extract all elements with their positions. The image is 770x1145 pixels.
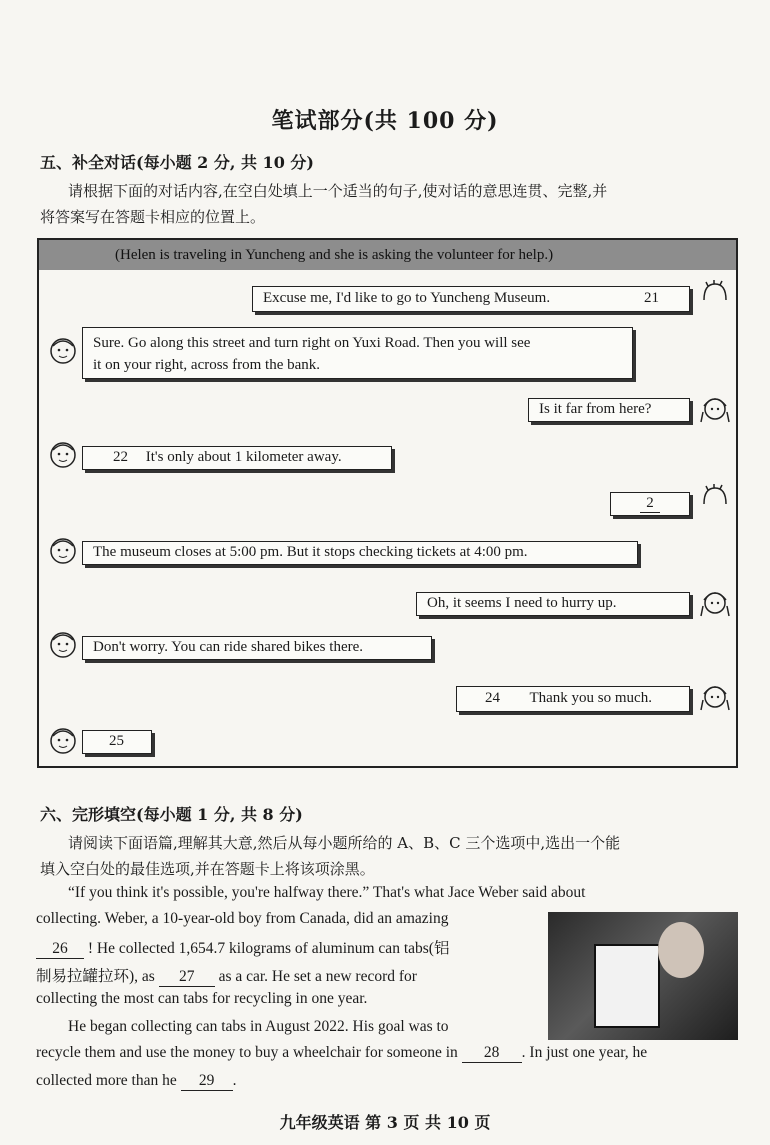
passage-p1-line5: collecting the most can tabs for recycling in one year. [36,990,368,1007]
dialog-line-1 [252,286,690,312]
dialog-banner: (Helen is traveling in Yuncheng and she is asking the volunteer for help.) [39,240,736,270]
passage-p1-line3 [36,936,449,959]
dialog-line-10 [82,730,152,754]
dialog-line-1-text: Excuse me, I'd like to go to Yuncheng Museum. [263,290,551,306]
passage-p2-line1: He began collecting can tabs in August 2022. His goal was to [68,1018,449,1035]
boy-avatar-icon [48,334,78,368]
girl-avatar-icon [700,680,730,714]
blank-21: 21 [644,290,659,306]
dialog-line-8-text: Don't worry. You can ride shared bikes there. [93,639,363,655]
dialog-line-4 [82,446,392,470]
blank-29: 29 [181,1072,233,1091]
passage-p1-line4 [36,964,417,987]
dialog-line-6 [82,541,638,565]
dialog-line-9 [456,686,690,712]
section5-heading: 五、补全对话(每小题 2 分, 共 10 分) [40,153,314,172]
certificate-image [594,944,660,1028]
section6-instruction-2: 填入空白处的最佳选项,并在答题卡上将该项涂黑。 [40,860,375,878]
dialog-line-2-text-1: Sure. Go along this street and turn right on Yuxi Road. Then you will see [93,335,531,351]
boy-avatar-icon [48,628,78,662]
dialog-line-8 [82,636,432,660]
dialog-line-7-text: Oh, it seems I need to hurry up. [427,595,617,611]
dialog-line-9-text: Thank you so much. [529,690,652,706]
girl-avatar-icon [700,586,730,620]
girl-avatar-icon [700,484,730,518]
dialog-line-5 [610,492,690,516]
passage-p2-line3 [36,1072,236,1091]
dialog-line-7 [416,592,690,616]
passage-p1-line1: “If you think it's possible, you're halfway there.” That's what Jace Weber said about [68,884,586,901]
blank-22: 22 [113,449,128,465]
blank-23: 2 [640,495,660,513]
passage-p2-line3b: . [232,1072,237,1089]
dialog-line-4-text: It's only about 1 kilometer away. [145,449,342,465]
page-footer: 九年级英语 第 3 页 共 10 页 [279,1113,491,1132]
section5-instruction-1: 请根据下面的对话内容,在空白处填上一个适当的句子,使对话的意思连贯、完整,并 [68,182,608,200]
blank-24: 24 [485,690,500,706]
dialog-line-3-text: Is it far from here? [539,401,652,417]
dialog-line-6-text: The museum closes at 5:00 pm. But it stops checking tickets at 4:00 pm. [93,544,528,560]
passage-p1-line4b: as a car. He set a new record for [218,968,417,985]
dialog-line-2-text-2: it on your right, across from the bank. [93,357,321,373]
passage-p2-line2b: . In just one year, he [521,1044,648,1061]
blank-25: 25 [109,733,124,749]
blank-26: 26 [36,940,84,959]
dialog-line-3 [528,398,690,422]
page-title: 笔试部分(共 100 分) [271,108,499,134]
dialog-line-2 [82,327,633,379]
blank-27: 27 [159,968,215,987]
boy-avatar-icon [48,724,78,758]
record-holder-photo [548,912,738,1040]
passage-p1-line2: collecting. Weber, a 10-year-old boy from Canada, did an amazing [36,910,449,927]
passage-p2-line3a: collected more than he [36,1072,177,1089]
passage-p2-line2a: recycle them and use the money to buy a wheelchair for someone in [36,1044,458,1061]
girl-avatar-icon [700,392,730,426]
boy-avatar-icon [48,534,78,568]
passage-p1-line4a: 制易拉罐拉环), as [36,968,155,985]
passage-p1-line3-text: ! He collected 1,654.7 kilograms of aluminum can tabs(铝 [87,940,450,957]
girl-avatar-icon [700,280,730,314]
blank-28: 28 [462,1044,522,1063]
section5-instruction-2: 将答案写在答题卡相应的位置上。 [40,208,266,226]
boy-avatar-icon [48,438,78,472]
section6-heading: 六、完形填空(每小题 1 分, 共 8 分) [40,805,303,824]
section6-instruction-1: 请阅读下面语篇,理解其大意,然后从每小题所给的 A、B、C 三个选项中,选出一个能 [68,834,621,852]
passage-p2-line2 [36,1044,647,1063]
boy-face-image [658,922,704,978]
